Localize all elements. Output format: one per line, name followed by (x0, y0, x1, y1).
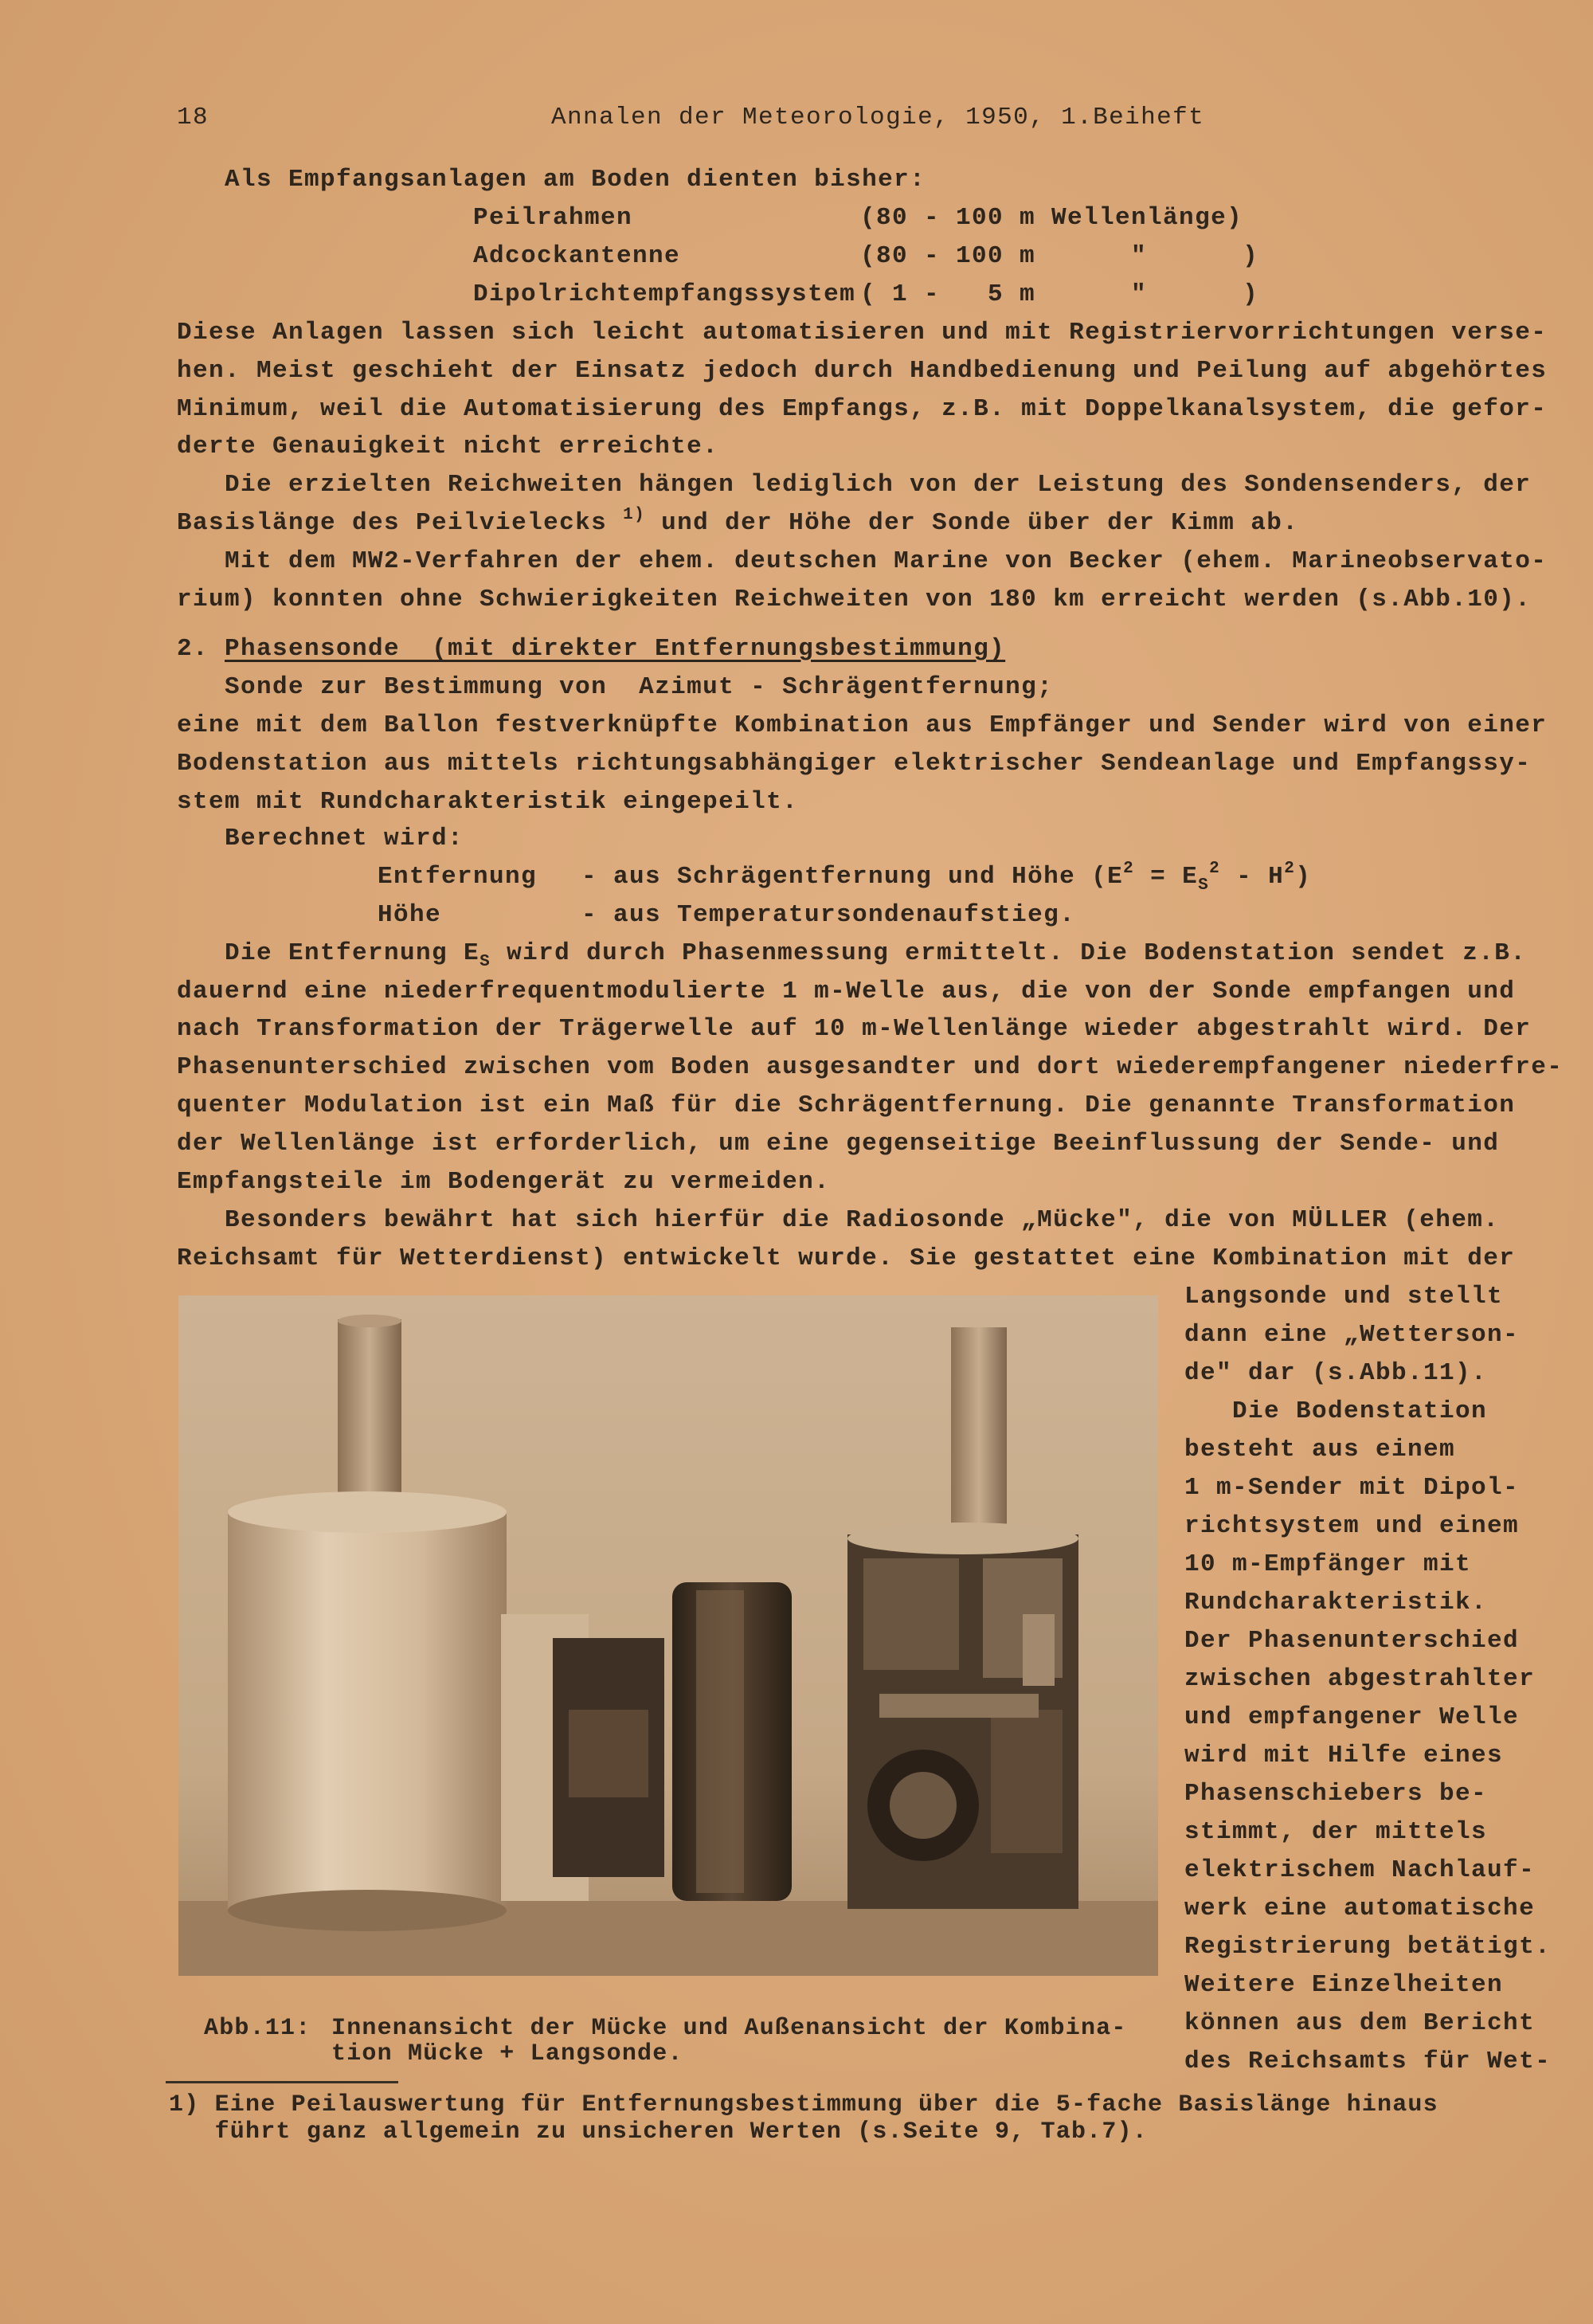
equipment-range: (80 - 100 m " ) (860, 242, 1259, 270)
side-line: dann eine „Wetterson- (1184, 1321, 1520, 1349)
body-line: Empfangsteile im Bodengerät zu vermeiden. (177, 1168, 831, 1196)
side-line: können aus dem Bericht (1184, 2009, 1536, 2037)
body-line: derte Genauigkeit nicht erreichte. (177, 433, 719, 460)
body-text: Die Entfernung E (177, 939, 480, 967)
body-line: nach Transformation der Trägerwelle auf 10 m-Wellenlänge wieder abgestrahlt wird. Der (177, 1015, 1532, 1043)
side-line: richtsystem und einem (1184, 1512, 1520, 1540)
side-line: Die Bodenstation (1184, 1397, 1488, 1425)
body-text: wird durch Phasenmessung ermittelt. Die Bodenstation sendet z.B. (491, 939, 1527, 967)
side-line: 1 m-Sender mit Dipol- (1184, 1474, 1520, 1502)
body-line: stem mit Rundcharakteristik eingepeilt. (177, 788, 799, 816)
body-line: Besonders bewährt hat sich hierfür die Radiosonde „Mücke", die von MÜLLER (ehem. (177, 1206, 1500, 1234)
side-line: wird mit Hilfe eines (1184, 1742, 1504, 1769)
exponent: 2 (1209, 860, 1221, 878)
side-line: stimmt, der mittels (1184, 1818, 1488, 1846)
subscript: S (479, 953, 491, 971)
equipment-range: (80 - 100 m Wellenlänge) (860, 204, 1243, 232)
radiosonde-photo (178, 1295, 1158, 1976)
formula-label: Höhe (378, 901, 442, 929)
body-line: Minimum, weil die Automatisierung des Empfangs, z.B. mit Doppelkanalsystem, die gefor- (177, 395, 1548, 423)
body-line: Sonde zur Bestimmung von Azimut - Schrägentfernung; (177, 673, 1054, 701)
formula-text: - H (1220, 863, 1285, 891)
subscript: S (1198, 876, 1210, 895)
figure-caption: tion Mücke + Langsonde. (331, 2040, 683, 2067)
side-line: Phasenschiebers be- (1184, 1780, 1488, 1808)
exponent: 2 (1284, 860, 1296, 878)
body-line: Mit dem MW2-Verfahren der ehem. deutschen Marine von Becker (ehem. Marineobservato- (177, 547, 1548, 575)
side-line: de" dar (s.Abb.11). (1184, 1359, 1488, 1387)
equipment-name: Adcockantenne (473, 242, 681, 270)
side-line: werk eine automatische (1184, 1895, 1536, 1922)
equipment-name: Dipolrichtempfangssystem (473, 280, 856, 308)
formula-line (581, 860, 1312, 895)
formula-text: - aus Schrägentfernung und Höhe (E (581, 863, 1124, 891)
equipment-range: ( 1 - 5 m " ) (860, 280, 1259, 308)
formula-text: ) (1295, 863, 1312, 891)
footnote-line: führt ganz allgemein zu unsicheren Werten (s.Seite 9, Tab.7). (169, 2118, 1148, 2146)
side-line: Rundcharakteristik. (1184, 1589, 1488, 1617)
section-heading (177, 635, 1005, 664)
body-line: Reichsamt für Wetterdienst) entwickelt wurde. Sie gestattet eine Kombination mit der (177, 1244, 1516, 1272)
footnote-rule (166, 2081, 398, 2083)
side-line: zwischen abgestrahlter (1184, 1665, 1536, 1693)
equipment-name: Peilrahmen (473, 204, 633, 232)
page-number: 18 (177, 104, 209, 131)
side-line: Langsonde und stellt (1184, 1283, 1504, 1311)
body-text: und der Höhe der Sonde über der Kimm ab. (645, 509, 1299, 537)
side-line: 10 m-Empfänger mit (1184, 1550, 1472, 1578)
body-line: Berechnet wird: (177, 825, 464, 852)
body-text: Basislänge des Peilvielecks (177, 509, 624, 537)
section-number: 2. (177, 635, 209, 663)
figure-caption: Innenansicht der Mücke und Außenansicht der Kombina- (331, 2015, 1127, 2042)
body-line: rium) konnten ohne Schwierigkeiten Reichweiten von 180 km erreicht werden (s.Abb.10). (177, 586, 1532, 613)
footnote-marker: 1) (623, 506, 646, 524)
side-line: besteht aus einem (1184, 1436, 1456, 1464)
exponent: 2 (1123, 860, 1135, 878)
body-line: Bodenstation aus mittels richtungsabhängiger elektrischer Sendeanlage und Empfangssy- (177, 750, 1532, 778)
side-line: und empfangener Welle (1184, 1703, 1520, 1731)
section-title: Phasensonde (mit direkter Entfernungsbestimmung) (225, 635, 1006, 663)
side-line: des Reichsamts für Wet- (1184, 2048, 1552, 2075)
side-line: Weitere Einzelheiten (1184, 1971, 1504, 1999)
formula-line: - aus Temperatursondenaufstieg. (581, 901, 1076, 929)
body-line: hen. Meist geschieht der Einsatz jedoch durch Handbedienung und Peilung auf abgehörtes (177, 357, 1548, 385)
formula-label: Entfernung (378, 863, 538, 891)
side-line: Der Phasenunterschied (1184, 1627, 1520, 1655)
body-line: eine mit dem Ballon festverknüpfte Kombination aus Empfänger und Sender wird von einer (177, 711, 1548, 739)
body-line: Die erzielten Reichweiten hängen lediglich von der Leistung des Sondensenders, der (177, 471, 1532, 499)
side-line: elektrischem Nachlauf- (1184, 1856, 1536, 1884)
body-line: Phasenunterschied zwischen vom Boden ausgesandter und dort wiederempfangener niederfre- (177, 1053, 1564, 1081)
formula-text: = E (1134, 863, 1199, 891)
side-line: Registrierung betätigt. (1184, 1933, 1552, 1961)
body-line: der Wellenlänge ist erforderlich, um eine gegenseitige Beeinflussung der Sende- und (177, 1130, 1500, 1158)
figure-photo (178, 1295, 1158, 1976)
footnote-line: 1) Eine Peilauswertung für Entfernungsbestimmung über die 5-fache Basislänge hinaus (169, 2091, 1438, 2118)
figure-caption-label: Abb.11: (204, 2015, 311, 2042)
body-line: Diese Anlagen lassen sich leicht automatisieren und mit Registriervorrichtungen verse- (177, 319, 1548, 347)
body-line (177, 506, 1299, 538)
intro-line: Als Empfangsanlagen am Boden dienten bisher: (225, 166, 926, 194)
body-line: quenter Modulation ist ein Maß für die Schrägentfernung. Die genannte Transformation (177, 1091, 1516, 1119)
body-line: dauernd eine niederfrequentmodulierte 1 m-Welle aus, die von der Sonde empfangen und (177, 978, 1516, 1005)
running-title: Annalen der Meteorologie, 1950, 1.Beiheft (551, 104, 1205, 131)
body-line (177, 939, 1527, 971)
